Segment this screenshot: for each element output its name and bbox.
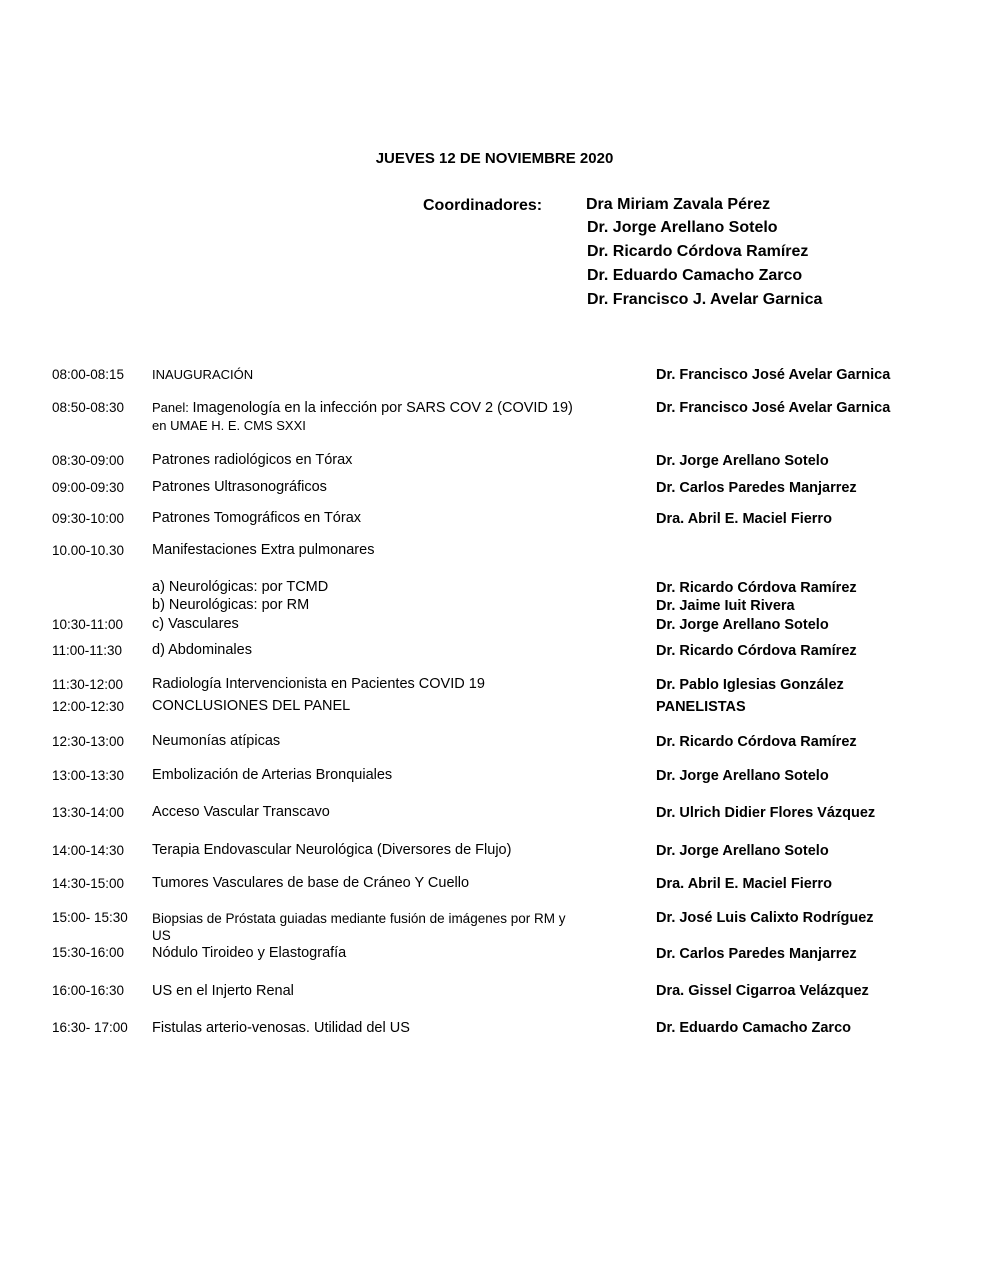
row-speaker: Dr. Jorge Arellano Sotelo — [656, 617, 829, 633]
row-time: 14:00-14:30 — [52, 843, 125, 858]
row-topic: a) Neurológicas: por TCMD — [152, 579, 329, 595]
row-time: 12:00-12:30 — [52, 699, 125, 714]
row-speaker: Dr. Carlos Paredes Manjarrez — [656, 946, 857, 962]
row-topic: Patrones Tomográficos en Tórax — [152, 510, 362, 526]
row-time: 13:30-14:00 — [52, 805, 125, 820]
row-topic: Terapia Endovascular Neurológica (Diversores de Flujo) — [152, 842, 512, 858]
coordinator-name: Dr. Francisco J. Avelar Garnica — [587, 291, 823, 308]
row-topic: Tumores Vasculares de base de Cráneo Y Cuello — [152, 875, 470, 891]
row-speaker: Dr. Ricardo Córdova Ramírez — [656, 580, 857, 596]
row-speaker: Dra. Gissel Cigarroa Velázquez — [656, 983, 869, 999]
row-topic: CONCLUSIONES DEL PANEL — [152, 698, 351, 714]
coordinator-name: Dra Miriam Zavala Pérez — [586, 196, 771, 213]
coordinators-label: Coordinadores: — [423, 197, 543, 214]
row-time: 11:00-11:30 — [52, 643, 123, 658]
row-topic: Nódulo Tiroideo y Elastografía — [152, 945, 347, 961]
row-time: 08:30-09:00 — [52, 453, 125, 468]
row-speaker: Dra. Abril E. Maciel Fierro — [656, 876, 832, 892]
row-time: 14:30-15:00 — [52, 876, 125, 891]
row-speaker: Dr. Jorge Arellano Sotelo — [656, 843, 829, 859]
row-time: 10:30-11:00 — [52, 617, 124, 632]
row-time: 09:30-10:00 — [52, 511, 125, 526]
row-topic: INAUGURACIÓN — [152, 367, 254, 382]
row-speaker: Dr. Jorge Arellano Sotelo — [656, 768, 829, 784]
row-speaker: PANELISTAS — [656, 699, 746, 715]
coordinator-name: Dr. Ricardo Córdova Ramírez — [587, 243, 809, 260]
row-topic: Neumonías atípicas — [152, 733, 281, 749]
topic-prefix: Panel: — [152, 400, 193, 415]
row-speaker: Dr. Ricardo Córdova Ramírez — [656, 734, 857, 750]
row-topic-line2: US — [152, 928, 171, 943]
row-speaker: Dr. Francisco José Avelar Garnica — [656, 400, 891, 416]
row-time: 09:00-09:30 — [52, 480, 125, 495]
row-topic: Patrones Ultrasonográficos — [152, 479, 327, 495]
row-speaker: Dr. Jaime Iuit Rivera — [656, 598, 795, 614]
row-time: 11:30-12:00 — [52, 677, 124, 692]
row-speaker: Dr. Ricardo Córdova Ramírez — [656, 643, 857, 659]
coordinator-name: Dr. Jorge Arellano Sotelo — [587, 219, 778, 236]
row-time: 16:30- 17:00 — [52, 1020, 128, 1035]
row-topic: Biopsias de Próstata guiadas mediante fusión de imágenes por RM y — [152, 911, 566, 926]
row-speaker: Dr. Ulrich Didier Flores Vázquez — [656, 805, 876, 821]
row-speaker: Dr. Eduardo Camacho Zarco — [656, 1020, 851, 1036]
row-time: 15:00- 15:30 — [52, 910, 128, 925]
row-time: 08:00-08:15 — [52, 367, 125, 382]
page-title: JUEVES 12 DE NOVIEMBRE 2020 — [375, 150, 614, 167]
row-topic: d) Abdominales — [152, 642, 252, 658]
row-topic: b) Neurológicas: por RM — [152, 597, 310, 613]
row-time: 08:50-08:30 — [52, 400, 125, 415]
row-time: 15:30-16:00 — [52, 945, 125, 960]
row-topic: Fistulas arterio-venosas. Utilidad del US — [152, 1020, 410, 1036]
row-time: 12:30-13:00 — [52, 734, 125, 749]
row-topic: Patrones radiológicos en Tórax — [152, 452, 353, 468]
row-speaker: Dr. José Luis Calixto Rodríguez — [656, 910, 874, 926]
topic-text: Imagenología en la infección por SARS COV 2 (COVID 19) — [192, 400, 573, 416]
row-topic-line2: en UMAE H. E. CMS SXXI — [152, 418, 306, 433]
row-speaker: Dr. Jorge Arellano Sotelo — [656, 453, 829, 469]
row-topic: Acceso Vascular Transcavo — [152, 804, 330, 820]
row-speaker: Dr. Carlos Paredes Manjarrez — [656, 480, 857, 496]
row-time: 13:00-13:30 — [52, 768, 125, 783]
row-speaker: Dra. Abril E. Maciel Fierro — [656, 511, 832, 527]
row-topic: Embolización de Arterias Bronquiales — [152, 767, 393, 783]
row-time: 16:00-16:30 — [52, 983, 125, 998]
row-time: 10.00-10.30 — [52, 543, 125, 558]
row-topic: c) Vasculares — [152, 616, 239, 632]
row-topic: Radiología Intervencionista en Pacientes COVID 19 — [152, 676, 485, 692]
row-speaker: Dr. Francisco José Avelar Garnica — [656, 367, 891, 383]
row-topic — [152, 399, 632, 417]
row-topic: US en el Injerto Renal — [152, 983, 294, 999]
row-topic: Manifestaciones Extra pulmonares — [152, 542, 375, 558]
row-speaker: Dr. Pablo Iglesias González — [656, 677, 844, 693]
coordinator-name: Dr. Eduardo Camacho Zarco — [587, 267, 803, 284]
